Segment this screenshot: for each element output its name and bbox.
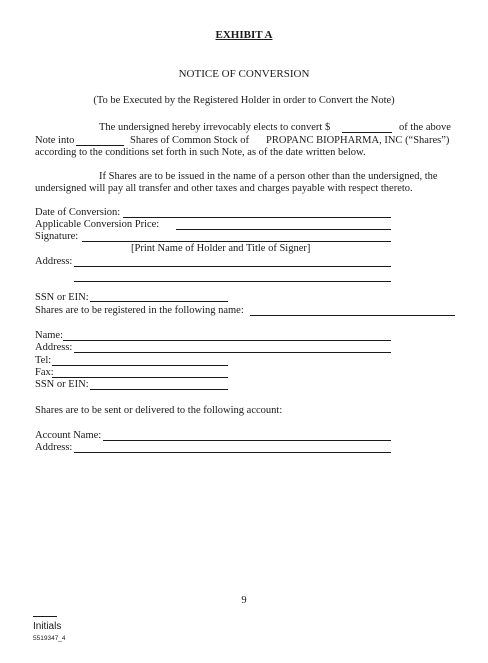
shares-count-blank[interactable] — [76, 145, 124, 146]
notice-title: NOTICE OF CONVERSION — [178, 68, 310, 80]
address3-line[interactable] — [74, 452, 391, 453]
para2-line2: undersigned will pay all transfer and other taxes and charges payable with respect thereto. — [35, 183, 413, 194]
print-name-note: [Print Name of Holder and Title of Signer] — [131, 243, 311, 254]
ssn-ein-line[interactable] — [90, 301, 228, 302]
para1-line3: according to the conditions set forth in such Note, as of the date written below. — [35, 147, 366, 158]
exhibit-title: EXHIBIT A — [215, 29, 273, 41]
para1-line2-start: Note into — [35, 135, 75, 146]
address3-label: Address: — [35, 442, 73, 453]
tel-line[interactable] — [52, 365, 228, 366]
conversion-price-label: Applicable Conversion Price: — [35, 219, 160, 230]
ssn-ein2-line[interactable] — [90, 389, 228, 390]
registered-name-label: Shares are to be registered in the following name: — [35, 305, 244, 316]
company-name: PROPANC BIOPHARMA, INC (“Shares”) — [266, 135, 450, 146]
document-id: 5519347_4 — [33, 635, 66, 642]
address-label: Address: — [35, 256, 73, 267]
delivery-note: Shares are to be sent or delivered to the following account: — [35, 405, 283, 416]
address2-label: Address: — [35, 342, 73, 353]
signature-line[interactable] — [82, 241, 391, 242]
date-of-conversion-label: Date of Conversion: — [35, 207, 121, 218]
ssn-ein-label: SSN or EIN: — [35, 292, 89, 303]
account-name-label: Account Name: — [35, 430, 102, 441]
conversion-price-line[interactable] — [176, 229, 391, 230]
date-of-conversion-line[interactable] — [123, 217, 391, 218]
para1-line1-end: of the above — [399, 122, 451, 133]
page-number: 9 — [241, 595, 247, 606]
para1-line1-start: The undersigned hereby irrevocably elects to convert $ — [99, 122, 331, 133]
address-line-2[interactable] — [74, 281, 391, 282]
registered-name-line[interactable] — [250, 315, 455, 316]
address2-line[interactable] — [74, 352, 391, 353]
name-label: Name: — [35, 330, 63, 341]
execution-instruction: (To be Executed by the Registered Holder in order to Convert the Note) — [93, 95, 395, 106]
para1-line2-mid: Shares of Common Stock of — [130, 135, 249, 146]
ssn-ein2-label: SSN or EIN: — [35, 379, 89, 390]
para2-line1: If Shares are to be issued in the name of a person other than the undersigned, the — [99, 171, 438, 182]
initials-label: Initials — [33, 621, 62, 632]
fax-label: Fax: — [35, 367, 54, 378]
fax-line[interactable] — [52, 377, 228, 378]
name-line[interactable] — [63, 340, 391, 341]
convert-amount-blank[interactable] — [342, 132, 392, 133]
address-line-1[interactable] — [74, 266, 391, 267]
signature-label: Signature: — [35, 231, 79, 242]
initials-line[interactable] — [33, 616, 57, 617]
tel-label: Tel: — [35, 355, 52, 366]
account-name-line[interactable] — [103, 440, 391, 441]
